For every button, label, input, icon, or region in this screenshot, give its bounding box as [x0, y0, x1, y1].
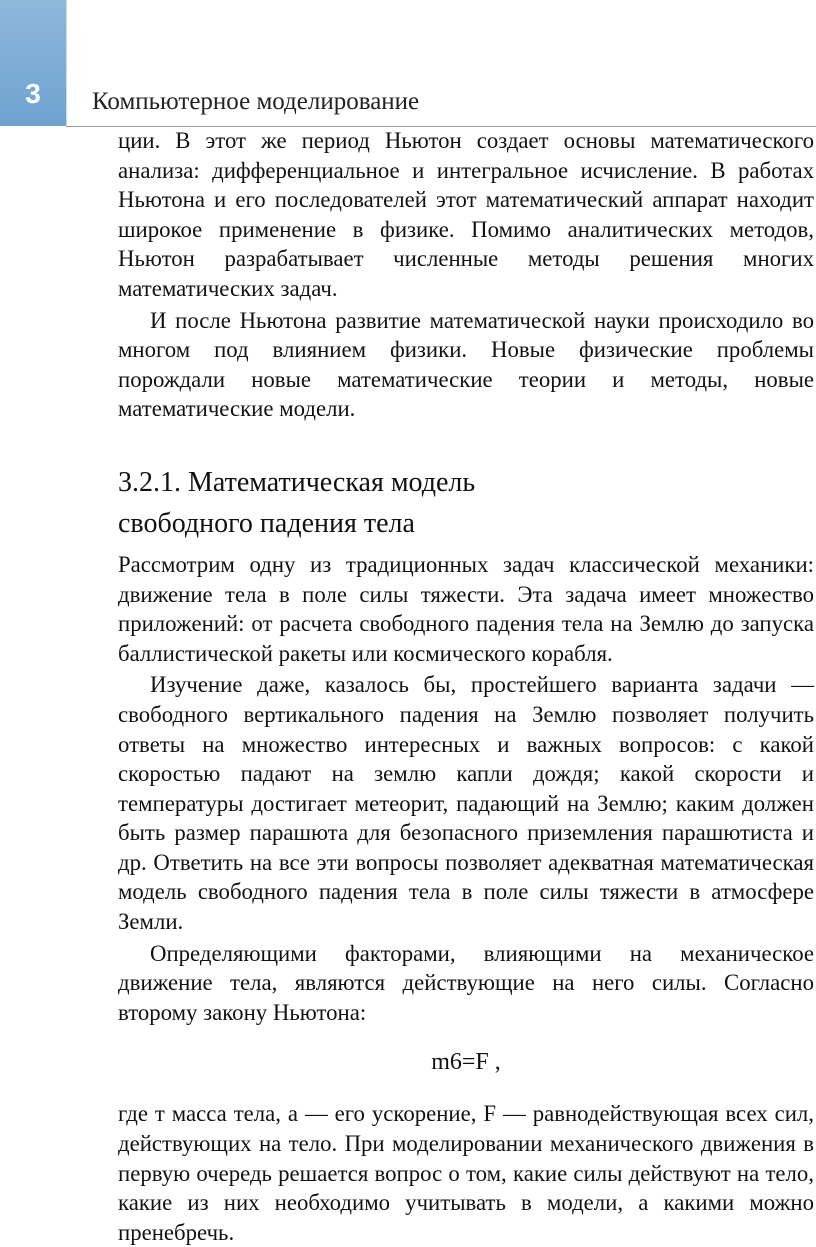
paragraph: Изучение даже, казалось бы, простейшего варианта задачи — свободного вертикального падения на Землю позволяет получить ответы на множество интересных и важных вопросов: с какой скоростью падают на землю капли дождя; какой скорости и температуры достигает метеорит, падающий на Землю; каким должен быть размер парашюта для безопасного приземления парашютиста и др. Ответить на все эти вопросы позволяет адекватная математическая модель свободного падения тела в поле силы тяжести в атмосфере Земли.	[118, 672, 814, 935]
paragraph: И после Ньютона развитие математической науки происходило во многом под влиянием физики. Новые физические проблемы порождали новые математические теории и методы, новые математические модели.	[118, 307, 814, 422]
paragraph: где т масса тела, а — его ускорение, F — равнодействующая всех сил, действующих на тело. При моделировании механического движения в первую очередь решается вопрос о том, какие силы действуют на тело, какие из них необходимо учитывать в модели, а какими можно пренебречь.	[118, 1101, 814, 1245]
formula: m6=F ,	[431, 1049, 501, 1076]
chapter-number: 3	[25, 78, 41, 109]
paragraph: ции. В этот же период Ньютон создает основы математического анализа: дифференциальное и интегральное исчисление. В работах Ньютона и его последователей этот математический аппарат находит широкое применение в физике. Помимо аналитических методов, Ньютон разрабатывает численные методы решения многих математических задач.	[118, 128, 814, 301]
section-heading: 3.2.1. Математическая модель свободного падения тела	[118, 466, 476, 539]
paragraph: Рассмотрим одну из традиционных задач классической механики: движение тела в поле силы тяжести. Эта задача имеет множество приложений: от расчета свободного падения тела на Землю до запуска баллистической ракеты или космического корабля.	[118, 551, 814, 666]
running-header-title: Компьютерное моделирование	[92, 88, 420, 115]
paragraph: Определяющими факторами, влияющими на механическое движение тела, являются действующие на него силы. Согласно второму закону Ньютона:	[118, 940, 814, 1025]
page-body	[118, 126, 814, 1247]
chapter-tab	[0, 0, 67, 126]
